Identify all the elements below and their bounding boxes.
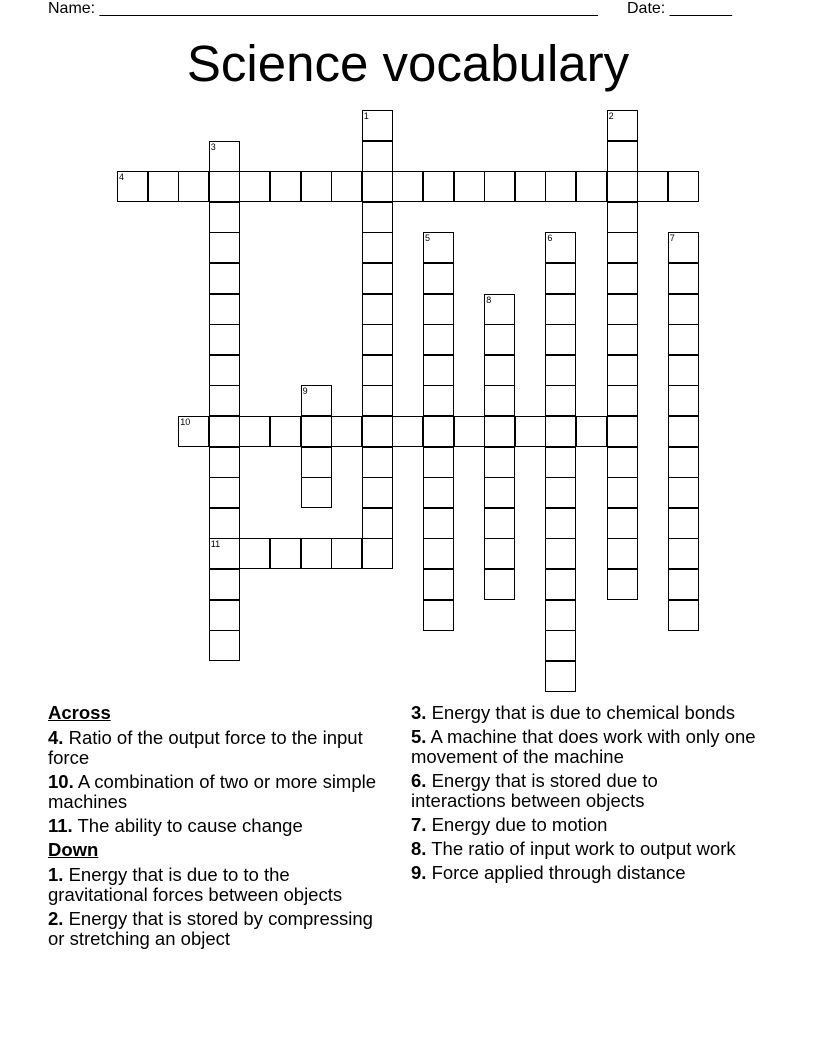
crossword-cell[interactable] bbox=[209, 294, 240, 325]
clue-number: 4. bbox=[48, 727, 64, 748]
crossword-cell[interactable] bbox=[668, 600, 699, 631]
crossword-cell[interactable] bbox=[362, 141, 393, 172]
crossword-cell[interactable] bbox=[209, 385, 240, 416]
crossword-cell[interactable] bbox=[423, 171, 454, 202]
crossword-cell[interactable] bbox=[331, 171, 362, 202]
crossword-cell[interactable] bbox=[362, 110, 393, 141]
crossword-cell[interactable] bbox=[515, 416, 546, 447]
crossword-cell[interactable] bbox=[423, 324, 454, 355]
crossword-cell[interactable] bbox=[423, 263, 454, 294]
crossword-cell[interactable] bbox=[668, 447, 699, 478]
crossword-cell[interactable] bbox=[362, 232, 393, 263]
crossword-cell[interactable] bbox=[607, 171, 638, 202]
clue-number: 3. bbox=[411, 702, 427, 723]
crossword-cell[interactable] bbox=[576, 171, 607, 202]
crossword-cell[interactable] bbox=[301, 477, 332, 508]
crossword-cell[interactable] bbox=[209, 508, 240, 539]
crossword-cell[interactable] bbox=[607, 385, 638, 416]
crossword-cell[interactable] bbox=[545, 538, 576, 569]
crossword-cell[interactable] bbox=[545, 630, 576, 661]
crossword-cell[interactable] bbox=[668, 538, 699, 569]
crossword-cell[interactable] bbox=[668, 385, 699, 416]
crossword-cell[interactable] bbox=[362, 477, 393, 508]
crossword-cell[interactable] bbox=[209, 202, 240, 233]
clue-across-4 bbox=[48, 728, 393, 768]
crossword-cell[interactable] bbox=[423, 569, 454, 600]
crossword-cell[interactable] bbox=[362, 416, 393, 447]
clue-text: Energy due to motion bbox=[426, 814, 608, 835]
crossword-cell[interactable] bbox=[362, 385, 393, 416]
crossword-cell[interactable] bbox=[209, 416, 240, 447]
crossword-cell[interactable] bbox=[484, 324, 515, 355]
clue-across-11 bbox=[48, 816, 393, 836]
crossword-cell[interactable] bbox=[545, 508, 576, 539]
clue-number: 8. bbox=[411, 838, 427, 859]
crossword-cell[interactable] bbox=[545, 232, 576, 263]
clue-number-label: 5 bbox=[425, 233, 431, 244]
crossword-cell[interactable] bbox=[607, 538, 638, 569]
crossword-cell[interactable] bbox=[607, 263, 638, 294]
crossword-cell[interactable] bbox=[484, 447, 515, 478]
crossword-cell[interactable] bbox=[607, 447, 638, 478]
crossword-cell[interactable] bbox=[270, 416, 301, 447]
crossword-cell[interactable] bbox=[209, 447, 240, 478]
clue-number-label: 10 bbox=[180, 417, 191, 427]
crossword-cell[interactable] bbox=[209, 232, 240, 263]
crossword-cell[interactable] bbox=[423, 355, 454, 386]
crossword-cell[interactable] bbox=[362, 263, 393, 294]
clue-number-label: 2 bbox=[608, 111, 614, 121]
crossword-cell[interactable] bbox=[545, 447, 576, 478]
crossword-cell[interactable] bbox=[209, 324, 240, 355]
crossword-cell[interactable] bbox=[209, 630, 240, 661]
crossword-cell[interactable] bbox=[362, 294, 393, 325]
crossword-cell[interactable] bbox=[239, 416, 270, 447]
crossword-cell[interactable] bbox=[331, 538, 362, 569]
clue-down-7 bbox=[411, 815, 756, 835]
crossword-cell[interactable] bbox=[423, 538, 454, 569]
clue-down-9 bbox=[411, 863, 756, 883]
clue-number: 5. bbox=[411, 726, 427, 747]
crossword-cell[interactable] bbox=[148, 171, 179, 202]
crossword-cell[interactable] bbox=[362, 447, 393, 478]
page-title: Science vocabulary bbox=[186, 35, 630, 92]
crossword-cell[interactable] bbox=[545, 324, 576, 355]
clue-number-label: 1 bbox=[363, 111, 369, 121]
crossword-cell[interactable] bbox=[301, 416, 332, 447]
crossword-cell[interactable] bbox=[607, 569, 638, 600]
clue-text: Energy that is due to chemical bonds bbox=[426, 702, 735, 723]
crossword-cell[interactable] bbox=[362, 508, 393, 539]
crossword-cell[interactable] bbox=[545, 294, 576, 325]
crossword-cell[interactable] bbox=[607, 477, 638, 508]
crossword-cell[interactable] bbox=[362, 324, 393, 355]
clue-number: 11. bbox=[48, 815, 73, 836]
crossword-cell[interactable] bbox=[362, 355, 393, 386]
clue-number-label: 3 bbox=[210, 141, 216, 152]
crossword-cell[interactable] bbox=[362, 202, 393, 233]
clue-number-label: 4 bbox=[119, 172, 125, 183]
crossword-cell[interactable] bbox=[209, 538, 240, 569]
crossword-cell[interactable] bbox=[668, 232, 699, 263]
crossword-cell[interactable] bbox=[607, 324, 638, 355]
crossword-cell[interactable] bbox=[392, 416, 423, 447]
clue-text: Ratio of the output force to the input force bbox=[48, 727, 363, 768]
clue-down-8 bbox=[411, 839, 756, 859]
clue-number-label: 11 bbox=[210, 539, 221, 550]
crossword-cell[interactable] bbox=[270, 171, 301, 202]
clue-text: The ratio of input work to output work bbox=[426, 838, 736, 859]
crossword-cell[interactable] bbox=[484, 508, 515, 539]
crossword-cell[interactable] bbox=[423, 416, 454, 447]
crossword-cell[interactable] bbox=[117, 171, 148, 202]
crossword-cell[interactable] bbox=[668, 477, 699, 508]
crossword-cell[interactable] bbox=[209, 600, 240, 631]
crossword-cell[interactable] bbox=[484, 385, 515, 416]
clue-number-label: 8 bbox=[486, 294, 492, 305]
across-heading: Across bbox=[48, 702, 111, 723]
worksheet-header bbox=[48, 0, 732, 18]
clue-number: 2. bbox=[48, 908, 64, 929]
crossword-cell[interactable] bbox=[484, 569, 515, 600]
clue-number-label: 9 bbox=[302, 386, 308, 397]
crossword-cell[interactable] bbox=[209, 171, 240, 202]
crossword-cell[interactable] bbox=[607, 110, 638, 141]
crossword-cell[interactable] bbox=[423, 232, 454, 263]
crossword-cell[interactable] bbox=[301, 171, 332, 202]
crossword-cell[interactable] bbox=[545, 416, 576, 447]
clue-down-1 bbox=[48, 865, 393, 905]
clue-text: The ability to cause change bbox=[72, 815, 303, 836]
crossword-cell[interactable] bbox=[607, 416, 638, 447]
clue-text: Force applied through distance bbox=[426, 862, 686, 883]
crossword-cell[interactable] bbox=[545, 355, 576, 386]
clue-number: 1. bbox=[48, 864, 64, 885]
crossword-cell[interactable] bbox=[484, 171, 515, 202]
crossword-cell[interactable] bbox=[668, 171, 699, 202]
crossword-cell[interactable] bbox=[209, 477, 240, 508]
crossword-cell[interactable] bbox=[362, 171, 393, 202]
crossword-cell[interactable] bbox=[545, 385, 576, 416]
crossword-cell[interactable] bbox=[607, 508, 638, 539]
crossword-cell[interactable] bbox=[209, 141, 240, 172]
crossword-cell[interactable] bbox=[301, 447, 332, 478]
clue-number: 9. bbox=[411, 862, 427, 883]
crossword-cell[interactable] bbox=[301, 538, 332, 569]
clue-down-5 bbox=[411, 727, 756, 767]
crossword-cell[interactable] bbox=[668, 508, 699, 539]
crossword-cell[interactable] bbox=[668, 569, 699, 600]
crossword-cell[interactable] bbox=[331, 416, 362, 447]
clue-text: Energy that is stored due to interactions between objects bbox=[411, 770, 658, 811]
clues-left-column bbox=[48, 703, 393, 953]
crossword-cell[interactable] bbox=[545, 600, 576, 631]
clue-number: 10. bbox=[48, 771, 74, 792]
crossword-cell[interactable] bbox=[484, 355, 515, 386]
crossword-cell[interactable] bbox=[545, 569, 576, 600]
crossword-cell[interactable] bbox=[423, 477, 454, 508]
crossword-cell[interactable] bbox=[239, 538, 270, 569]
crossword-cell[interactable] bbox=[607, 232, 638, 263]
clue-down-6 bbox=[411, 771, 756, 811]
crossword-cell[interactable] bbox=[484, 294, 515, 325]
crossword-cell[interactable] bbox=[423, 508, 454, 539]
crossword-cell[interactable] bbox=[668, 294, 699, 325]
crossword-cell[interactable] bbox=[454, 171, 485, 202]
crossword-cell[interactable] bbox=[607, 202, 638, 233]
crossword-cell[interactable] bbox=[545, 477, 576, 508]
clue-text: A combination of two or more simple machines bbox=[48, 771, 377, 812]
crossword-cell[interactable] bbox=[484, 538, 515, 569]
crossword-cell[interactable] bbox=[668, 324, 699, 355]
crossword-cell[interactable] bbox=[270, 538, 301, 569]
crossword-cell[interactable] bbox=[362, 538, 393, 569]
crossword-cell[interactable] bbox=[607, 141, 638, 172]
clues-right-column bbox=[411, 703, 756, 887]
crossword-cell[interactable] bbox=[637, 171, 668, 202]
crossword-cell[interactable] bbox=[423, 294, 454, 325]
crossword-cell[interactable] bbox=[454, 416, 485, 447]
clue-text: Energy that is stored by compressing or stretching an object bbox=[48, 908, 373, 949]
crossword-cell[interactable] bbox=[545, 661, 576, 692]
crossword-cell[interactable] bbox=[607, 355, 638, 386]
clue-number-label: 7 bbox=[669, 233, 675, 244]
crossword-cell[interactable] bbox=[484, 416, 515, 447]
clue-number-label: 6 bbox=[547, 233, 553, 244]
crossword-cell[interactable] bbox=[515, 171, 546, 202]
crossword-cell[interactable] bbox=[668, 416, 699, 447]
crossword-cell[interactable] bbox=[668, 263, 699, 294]
crossword-cell[interactable] bbox=[392, 171, 423, 202]
crossword-cell[interactable] bbox=[209, 569, 240, 600]
crossword-cell[interactable] bbox=[423, 600, 454, 631]
clue-down-3 bbox=[411, 703, 756, 723]
crossword-cell[interactable] bbox=[178, 171, 209, 202]
clue-text: Energy that is due to to the gravitational forces between objects bbox=[48, 864, 343, 905]
clue-across-10 bbox=[48, 772, 393, 812]
crossword-cell[interactable] bbox=[423, 385, 454, 416]
crossword-cell[interactable] bbox=[178, 416, 209, 447]
crossword-cell[interactable] bbox=[668, 355, 699, 386]
clue-number: 7. bbox=[411, 814, 427, 835]
clue-number: 6. bbox=[411, 770, 427, 791]
crossword-cell[interactable] bbox=[239, 171, 270, 202]
crossword-cell[interactable] bbox=[301, 385, 332, 416]
crossword-cell[interactable] bbox=[545, 171, 576, 202]
down-heading: Down bbox=[48, 839, 99, 860]
crossword-cell[interactable] bbox=[209, 263, 240, 294]
clue-down-2 bbox=[48, 909, 393, 949]
crossword-cell[interactable] bbox=[545, 263, 576, 294]
crossword-cell[interactable] bbox=[576, 416, 607, 447]
name-field-label: Name: ________________________________________________________ bbox=[48, 0, 598, 17]
crossword-cell[interactable] bbox=[209, 355, 240, 386]
crossword-cell[interactable] bbox=[607, 294, 638, 325]
clue-text: A machine that does work with only one movement of the machine bbox=[411, 726, 756, 767]
crossword-cell[interactable] bbox=[484, 477, 515, 508]
date-field-label: Date: _______ bbox=[627, 0, 732, 17]
crossword-cell[interactable] bbox=[423, 447, 454, 478]
